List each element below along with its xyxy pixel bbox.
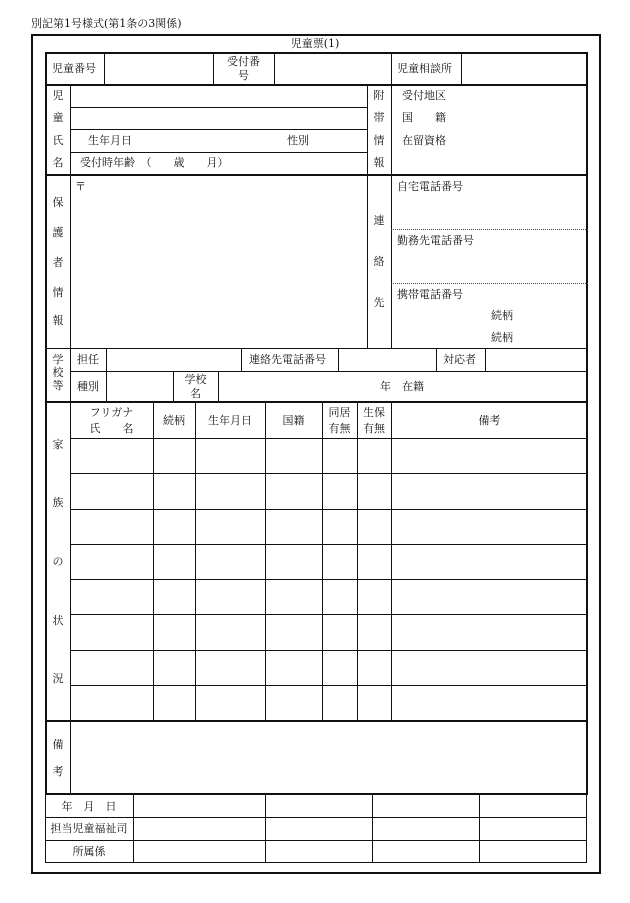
form-label: 別記第1号様式(第1条の3関係) [31,17,182,30]
child-name-v1: 児 [52,89,64,102]
relation-label-2: 続柄 [491,331,513,344]
remarks-v2: 考 [52,765,64,778]
teacher-label: 担任 [77,353,99,366]
col-remarks: 備考 [478,414,501,427]
guardian-v2: 護 [52,226,64,239]
school-v2: 校 [52,366,64,379]
school-name-label-1: 学校 [184,373,207,386]
child-number-field[interactable] [106,55,210,82]
family-v5: 況 [52,672,64,685]
attached-v3: 情 [373,134,385,147]
accept-number-label-1: 受付番 [227,55,260,68]
mobile-phone-label: 携帯電話番号 [397,288,463,301]
child-intake-age-label: 受付時年齢 （ 歳 月） [80,156,229,169]
col-furigana: フリガナ [89,406,134,419]
responder-label: 対応者 [443,353,476,366]
remarks-field[interactable] [72,723,585,793]
footer-caseworker-label: 担当児童福祉司 [50,822,128,835]
nationality-label: 国 籍 [402,111,446,124]
school-v1: 学 [52,353,64,366]
child-birthdate-label: 生年月日 [88,134,132,147]
consult-center-field[interactable] [463,55,585,82]
child-name-v4: 名 [52,156,64,169]
family-v4: 状 [52,614,64,627]
col-nationality: 国籍 [282,414,305,427]
work-phone-label: 勤務先電話番号 [397,234,474,247]
family-v2: 族 [52,496,64,509]
residence-status-label: 在留資格 [402,134,446,147]
attached-v2: 帯 [373,111,385,124]
child-name-v3: 氏 [52,134,64,147]
remarks-v1: 備 [52,738,64,751]
grade-label: 年 在籍 [380,380,424,393]
col-cohabit-2: 有無 [328,422,351,435]
col-relation: 続柄 [163,414,185,427]
col-livelihood-1: 生保 [363,406,385,419]
child-sex-label: 性別 [287,134,309,147]
footer-date-label: 年 月 日 [61,800,117,813]
family-v3: の [52,555,64,568]
guardian-info-field[interactable] [72,178,365,346]
attached-v4: 報 [373,156,385,169]
contact-v2: 絡 [373,255,385,268]
school-type-label: 種別 [77,380,99,393]
contact-v3: 先 [373,296,385,309]
footer-section-label: 所属係 [72,845,106,858]
home-phone-label: 自宅電話番号 [397,180,463,193]
accept-number-field[interactable] [276,55,388,82]
form-title: 児童票(1) [290,37,340,50]
contact-v1: 連 [373,214,385,227]
child-furigana-field[interactable] [72,87,365,106]
col-birthdate: 生年月日 [208,414,252,427]
col-livelihood-2: 有無 [363,422,385,435]
relation-label-1: 続柄 [491,309,513,322]
col-cohabit-1: 同居 [328,406,351,419]
guardian-v1: 保 [52,196,64,209]
guardian-v4: 情 [52,286,64,299]
school-name-label-2: 名 [190,387,201,400]
child-name-field[interactable] [72,109,365,128]
postal-mark: 〒 [75,180,86,193]
guardian-v3: 者 [52,256,64,269]
consult-center-label: 児童相談所 [397,62,452,75]
guardian-v5: 報 [52,314,64,327]
intake-area-label: 受付地区 [402,89,446,102]
col-name: 氏 名 [89,422,134,435]
family-v1: 家 [52,438,64,451]
child-name-v2: 童 [52,111,64,124]
accept-number-label-2: 号 [238,69,249,82]
attached-v1: 附 [373,89,385,102]
school-contact-phone-label: 連絡先電話番号 [249,353,326,366]
child-number-label: 児童番号 [52,62,96,75]
school-v3: 等 [52,379,64,392]
